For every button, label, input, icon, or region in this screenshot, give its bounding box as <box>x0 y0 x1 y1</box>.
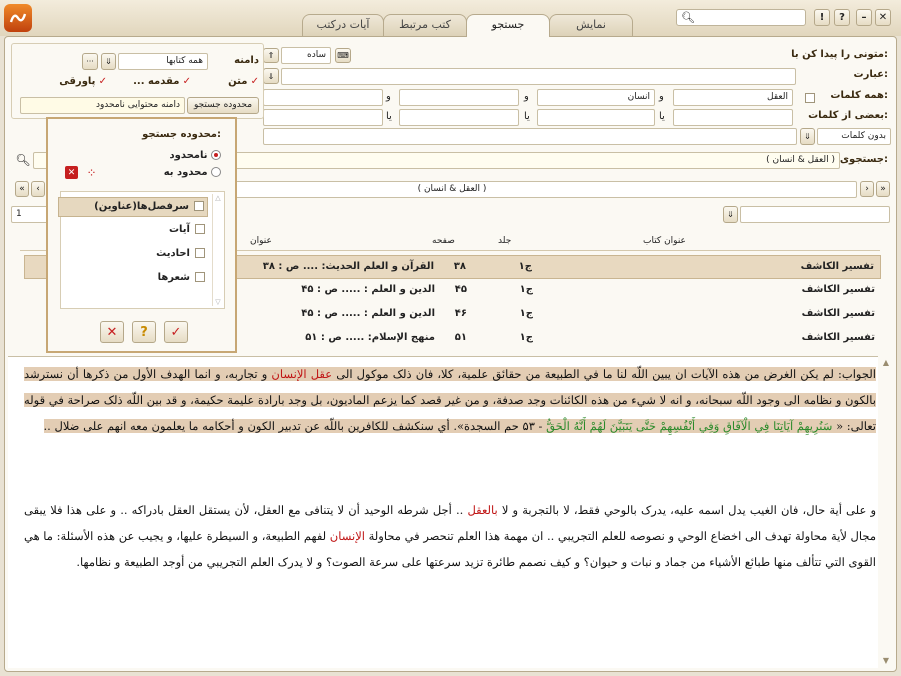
find-label: متونی را پیدا کن با: <box>791 49 888 60</box>
without-dropdown-icon[interactable]: ⇓ <box>800 128 815 145</box>
mode-select[interactable]: ساده <box>281 47 331 64</box>
some-words-label: بعضی از کلمات: <box>808 110 888 121</box>
poems-check-icon <box>195 272 205 285</box>
footnote-option[interactable] <box>59 76 107 87</box>
cell-volume: ج۱ <box>518 261 532 272</box>
list-item-hadith[interactable] <box>58 245 208 265</box>
list-scroll-down-icon[interactable]: ▽ <box>215 298 221 306</box>
popup-cancel-button[interactable]: ✕ <box>100 321 124 343</box>
list-item-poems[interactable] <box>58 269 208 289</box>
passage-verse[interactable]: سَنُرِيهِمْ آيَاتِنَا فِي الْآفَاقِ وَفِي أَنْفُسِهِمْ حَتَّى يَتَبَيَّنَ لَهُمْ أَنَّهُ الْحَقُّ <box>546 419 833 433</box>
minimize-button[interactable]: – <box>856 9 872 26</box>
cell-page: ۳۸ <box>453 261 466 272</box>
passage-text: الجواب: لم یکن الغرض من هذه الآیات ان یبین اللّه لنا ما في الطبیعة من حقائق علمیة، کلا، فان ذلک موکول الی <box>332 367 876 381</box>
keyboard-icon[interactable]: ⌨ <box>335 48 351 63</box>
all-words-input-4[interactable] <box>263 89 383 106</box>
col-header-page[interactable]: صفحه <box>432 236 455 246</box>
footnote-option-label: پاورقی <box>59 76 96 87</box>
text-option-label: متن <box>228 76 248 87</box>
domain-select[interactable]: همه کتابها <box>118 53 208 70</box>
phrase-input[interactable] <box>281 68 796 85</box>
passage-text: .. أجل شرطه الوحید أن لا یتنافی مع العقل، لأن یستقل العقل بادراکه .. و علی هذا فلا یبقی مجال لأیة محاولة تهدف الی اخضاع الوحي و نصوصه للعلم التجریبي .. ان مهمة هذا العلم تنحصر في محاولة <box>24 503 876 543</box>
col-header-title[interactable]: عنوان <box>250 236 272 246</box>
tab-search[interactable]: جستجو <box>466 14 550 37</box>
some-words-input-4[interactable] <box>263 109 383 126</box>
cell-book: تفسیر الکاشف <box>801 308 875 319</box>
all-words-input-2[interactable]: انسان <box>537 89 655 106</box>
mode-up-icon[interactable]: ⇑ <box>263 48 279 63</box>
scope-box <box>11 43 264 119</box>
search-icon: 🔍︎ <box>681 11 695 24</box>
limited-label: محدود به <box>163 167 208 178</box>
scroll-down-icon[interactable]: ▼ <box>882 655 890 665</box>
without-words-select[interactable]: بدون کلمات <box>817 128 891 145</box>
unlimited-radio[interactable] <box>169 150 221 161</box>
search-go-icon[interactable]: 🔍︎ <box>15 153 31 167</box>
search-limit-popup <box>46 117 237 353</box>
search-limit-value: دامنه محتوایی نامحدود <box>20 97 185 114</box>
all-words-label: همه کلمات: <box>830 90 888 101</box>
passage-text: و علی أیة حال، فان الغیب یدل اسمه علیه، یدرک بالوحي فقط، لا بالتجربة و لا <box>497 503 876 517</box>
cell-book: تفسیر الکاشف <box>801 284 875 295</box>
cell-title: منهج الإسلام: ..... ص : ۵۱ <box>305 332 435 343</box>
top-bar <box>0 0 901 36</box>
filter-input[interactable] <box>740 206 890 223</box>
domain-label: دامنه <box>234 55 259 66</box>
intro-option[interactable] <box>133 76 191 87</box>
radio-empty-icon <box>211 167 221 177</box>
popup-ok-button[interactable]: ✓ <box>164 321 188 343</box>
without-words-input[interactable] <box>263 128 797 145</box>
domain-more-button[interactable]: ··· <box>82 53 98 70</box>
page-number-input[interactable]: 1 <box>11 206 131 223</box>
passage-hit: بالعقل <box>467 503 498 517</box>
passage-text: و تجاربه، و انما الهدف الأول من ذکرها أن نسترشد بالکون و نظامه الی وجود اللّه سبحانه، و انه لا شيء من هذه الکائنات وجد صدفة، و من غیر قصد کما یزعم المادیون، بل وجد بارادة علیمة حکیمة، و قد بین اللّه ذلک صراحة في قوله تعالی: « <box>24 367 877 433</box>
and-label-1: و <box>659 91 664 102</box>
help-button[interactable]: ? <box>834 9 850 26</box>
list-item-label: آیات <box>169 224 190 235</box>
nav-next-icon[interactable]: › <box>860 181 874 197</box>
limited-radio[interactable] <box>164 167 221 178</box>
cell-page: ۴۶ <box>454 308 467 319</box>
popup-title: محدوده جستجو: <box>142 129 221 140</box>
col-header-book[interactable]: عنوان کتاب <box>643 236 686 246</box>
all-words-input-1[interactable]: العقل <box>673 89 793 106</box>
tab-verses-in-books[interactable]: آیات درکتب <box>302 14 384 36</box>
text-option[interactable] <box>228 76 259 87</box>
cell-volume: ج۱ <box>519 308 533 319</box>
popup-help-button[interactable]: ? <box>132 321 156 343</box>
results-query-display: ( العقل & انسان ) <box>47 181 857 198</box>
list-scroll-up-icon[interactable]: △ <box>215 194 221 202</box>
passage-text: - ۵۳ حم السجدة». أي سنکشف للکافرین باللّه عن تدبیر الکون و أحکامه ما یعلمون معه انهم علی ضلال .. <box>43 419 547 433</box>
scope-list <box>60 191 225 309</box>
some-words-input-2[interactable] <box>537 109 655 126</box>
passage-hit: الإنسان <box>329 529 365 543</box>
radio-selected-icon <box>211 150 221 160</box>
passage-text: لفهم الطبیعة، و السیطرة علیها، و یجیب عن هذه الأسئلة: ما هي القوی التي تتألف منها طبائع الأشیاء من جماد و نبات و حیوان؟ و کیف نصمم طائرة تزید سرعتها علی سرعة الصوت؟ و لا یدرک العلم التجریبي من أوجد الطبیعة و نظامها. <box>24 529 876 569</box>
list-item-label: شعرها <box>157 272 190 283</box>
col-header-volume[interactable]: جلد <box>498 236 512 246</box>
list-scrollbar[interactable] <box>212 194 222 306</box>
list-item-label: سرفصل‌ها(عناوین) <box>94 201 189 212</box>
nav-first-icon[interactable]: « <box>15 181 29 197</box>
phrase-dropdown-icon[interactable]: ⇓ <box>263 68 279 84</box>
nav-last-icon[interactable]: » <box>876 181 890 197</box>
close-button[interactable]: ✕ <box>875 9 891 26</box>
cell-title: القرآن و العلم الحدیث: .... ص : ۳۸ <box>262 261 434 272</box>
intro-option-label: مقدمه ... <box>133 76 180 87</box>
nav-prev-icon[interactable]: ‹ <box>31 181 45 197</box>
search-query-field[interactable]: ( العقل & انسان ) <box>33 152 840 169</box>
passage-viewer[interactable] <box>8 356 890 668</box>
cell-book: تفسیر الکاشف <box>800 261 874 272</box>
all-words-input-3[interactable] <box>399 89 519 106</box>
deselect-all-icon[interactable]: ✕ <box>65 166 78 179</box>
tab-related-books[interactable]: کتب مرتبط <box>383 14 467 36</box>
cell-page: ۵۱ <box>454 332 467 343</box>
or-label-1: یا <box>659 111 665 122</box>
list-item-headings[interactable] <box>58 197 208 217</box>
passage-paragraph-2 <box>24 497 876 575</box>
list-item-label: احادیث <box>156 248 190 259</box>
text-check-icon: ✓ <box>250 76 259 87</box>
hadith-check-icon <box>195 248 205 261</box>
phrase-label: عبارت: <box>853 69 888 80</box>
cell-volume: ج۱ <box>519 284 533 295</box>
info-button[interactable]: ! <box>814 9 830 26</box>
footnote-check-icon: ✓ <box>98 76 107 87</box>
or-label-3: یا <box>386 111 392 122</box>
cell-page: ۴۵ <box>454 284 467 295</box>
headings-check-icon <box>194 201 204 214</box>
cell-book: تفسیر الکاشف <box>801 332 875 343</box>
some-words-input-1[interactable] <box>673 109 793 126</box>
all-words-checkbox[interactable] <box>805 93 815 103</box>
and-label-2: و <box>524 91 529 102</box>
filter-dropdown-icon[interactable]: ⇓ <box>723 206 738 223</box>
cell-volume: ج۱ <box>519 332 533 343</box>
cell-title: الدین و العلم : ..... ص : ۴۵ <box>301 284 435 295</box>
quick-search-input[interactable] <box>676 9 806 26</box>
or-label-2: یا <box>524 111 530 122</box>
search-query-label: جستجوی: <box>839 154 888 165</box>
passage-hit: عقل الإنسان <box>271 367 333 381</box>
verses-check-icon <box>195 224 205 237</box>
scroll-up-icon[interactable]: ▲ <box>882 357 890 367</box>
unlimited-label: نامحدود <box>169 150 208 161</box>
list-item-verses[interactable] <box>58 221 208 241</box>
passage-scrollbar[interactable] <box>880 357 892 667</box>
app-logo-icon[interactable] <box>4 4 32 32</box>
and-label-3: و <box>386 91 391 102</box>
search-limit-button[interactable]: محدوده جستجو <box>187 97 259 114</box>
passage-paragraph-1 <box>24 361 876 439</box>
cell-title: الدین و العلم : ..... ص : ۴۵ <box>301 308 435 319</box>
select-all-icon[interactable]: ⁘ <box>86 165 97 180</box>
tab-display[interactable]: نمایش <box>549 14 633 36</box>
some-words-input-3[interactable] <box>399 109 519 126</box>
intro-check-icon: ✓ <box>182 76 191 87</box>
domain-dropdown-icon[interactable]: ⇓ <box>101 53 116 70</box>
